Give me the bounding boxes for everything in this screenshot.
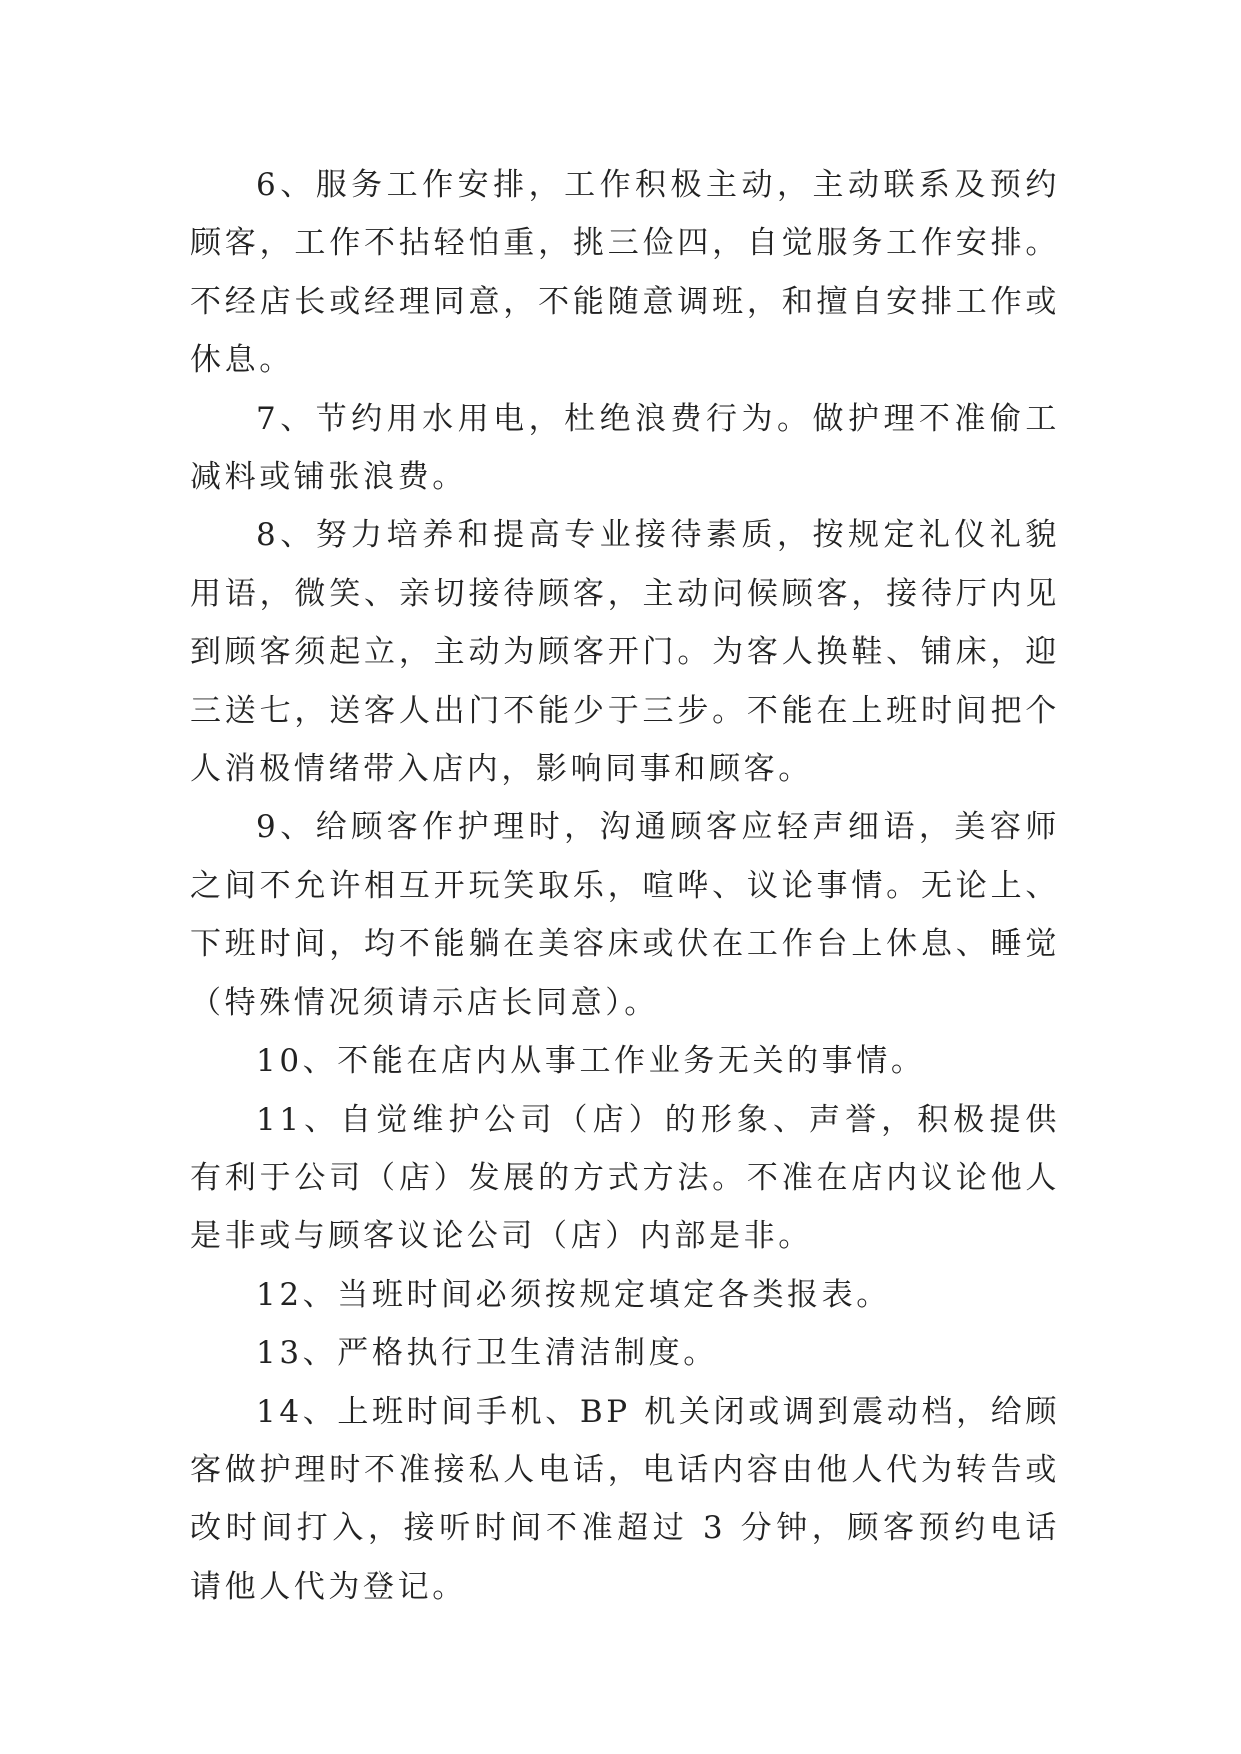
- paragraph-item-7: 7、节约用水用电，杜绝浪费行为。做护理不准偷工减料或铺张浪费。: [190, 400, 1060, 496]
- paragraph-item-9: 9、给顾客作护理时，沟通顾客应轻声细语，美容师之间不允许相互开玩笑取乐，喧哗、议论事情。无论上、下班时间，均不能躺在美容床或伏在工作台上休息、睡觉（特殊情况须请示店长同意）。: [190, 809, 1060, 1021]
- paragraph-item-10: 10、不能在店内从事工作业务无关的事情。: [256, 1043, 926, 1080]
- document-body: [190, 156, 1060, 1616]
- paragraph-item-13: 13、严格执行卫生清洁制度。: [256, 1335, 718, 1372]
- paragraph-item-6: 6、服务工作安排，工作积极主动，主动联系及预约顾客，工作不拈轻怕重，挑三俭四，自觉服务工作安排。不经店长或经理同意，不能随意调班，和擅自安排工作或休息。: [190, 167, 1060, 379]
- paragraph-item-12: 12、当班时间必须按规定填定各类报表。: [256, 1276, 891, 1313]
- paragraph-item-14: 14、上班时间手机、BP 机关闭或调到震动档，给顾客做护理时不准接私人电话，电话内容由他人代为转告或改时间打入，接听时间不准超过 3 分钟，顾客预约电话请他人代为登记。: [190, 1393, 1060, 1605]
- paragraph-item-8: 8、努力培养和提高专业接待素质，按规定礼仪礼貌用语，微笑、亲切接待顾客，主动问候顾客，接待厅内见到顾客须起立，主动为顾客开门。为客人换鞋、铺床，迎三送七，送客人出门不能少于三步。不能在上班时间把个人消极情绪带入店内，影响同事和顾客。: [190, 517, 1060, 788]
- paragraph-item-11: 11、自觉维护公司（店）的形象、声誉，积极提供有利于公司（店）发展的方式方法。不准在店内议论他人是非或与顾客议论公司（店）内部是非。: [190, 1101, 1060, 1255]
